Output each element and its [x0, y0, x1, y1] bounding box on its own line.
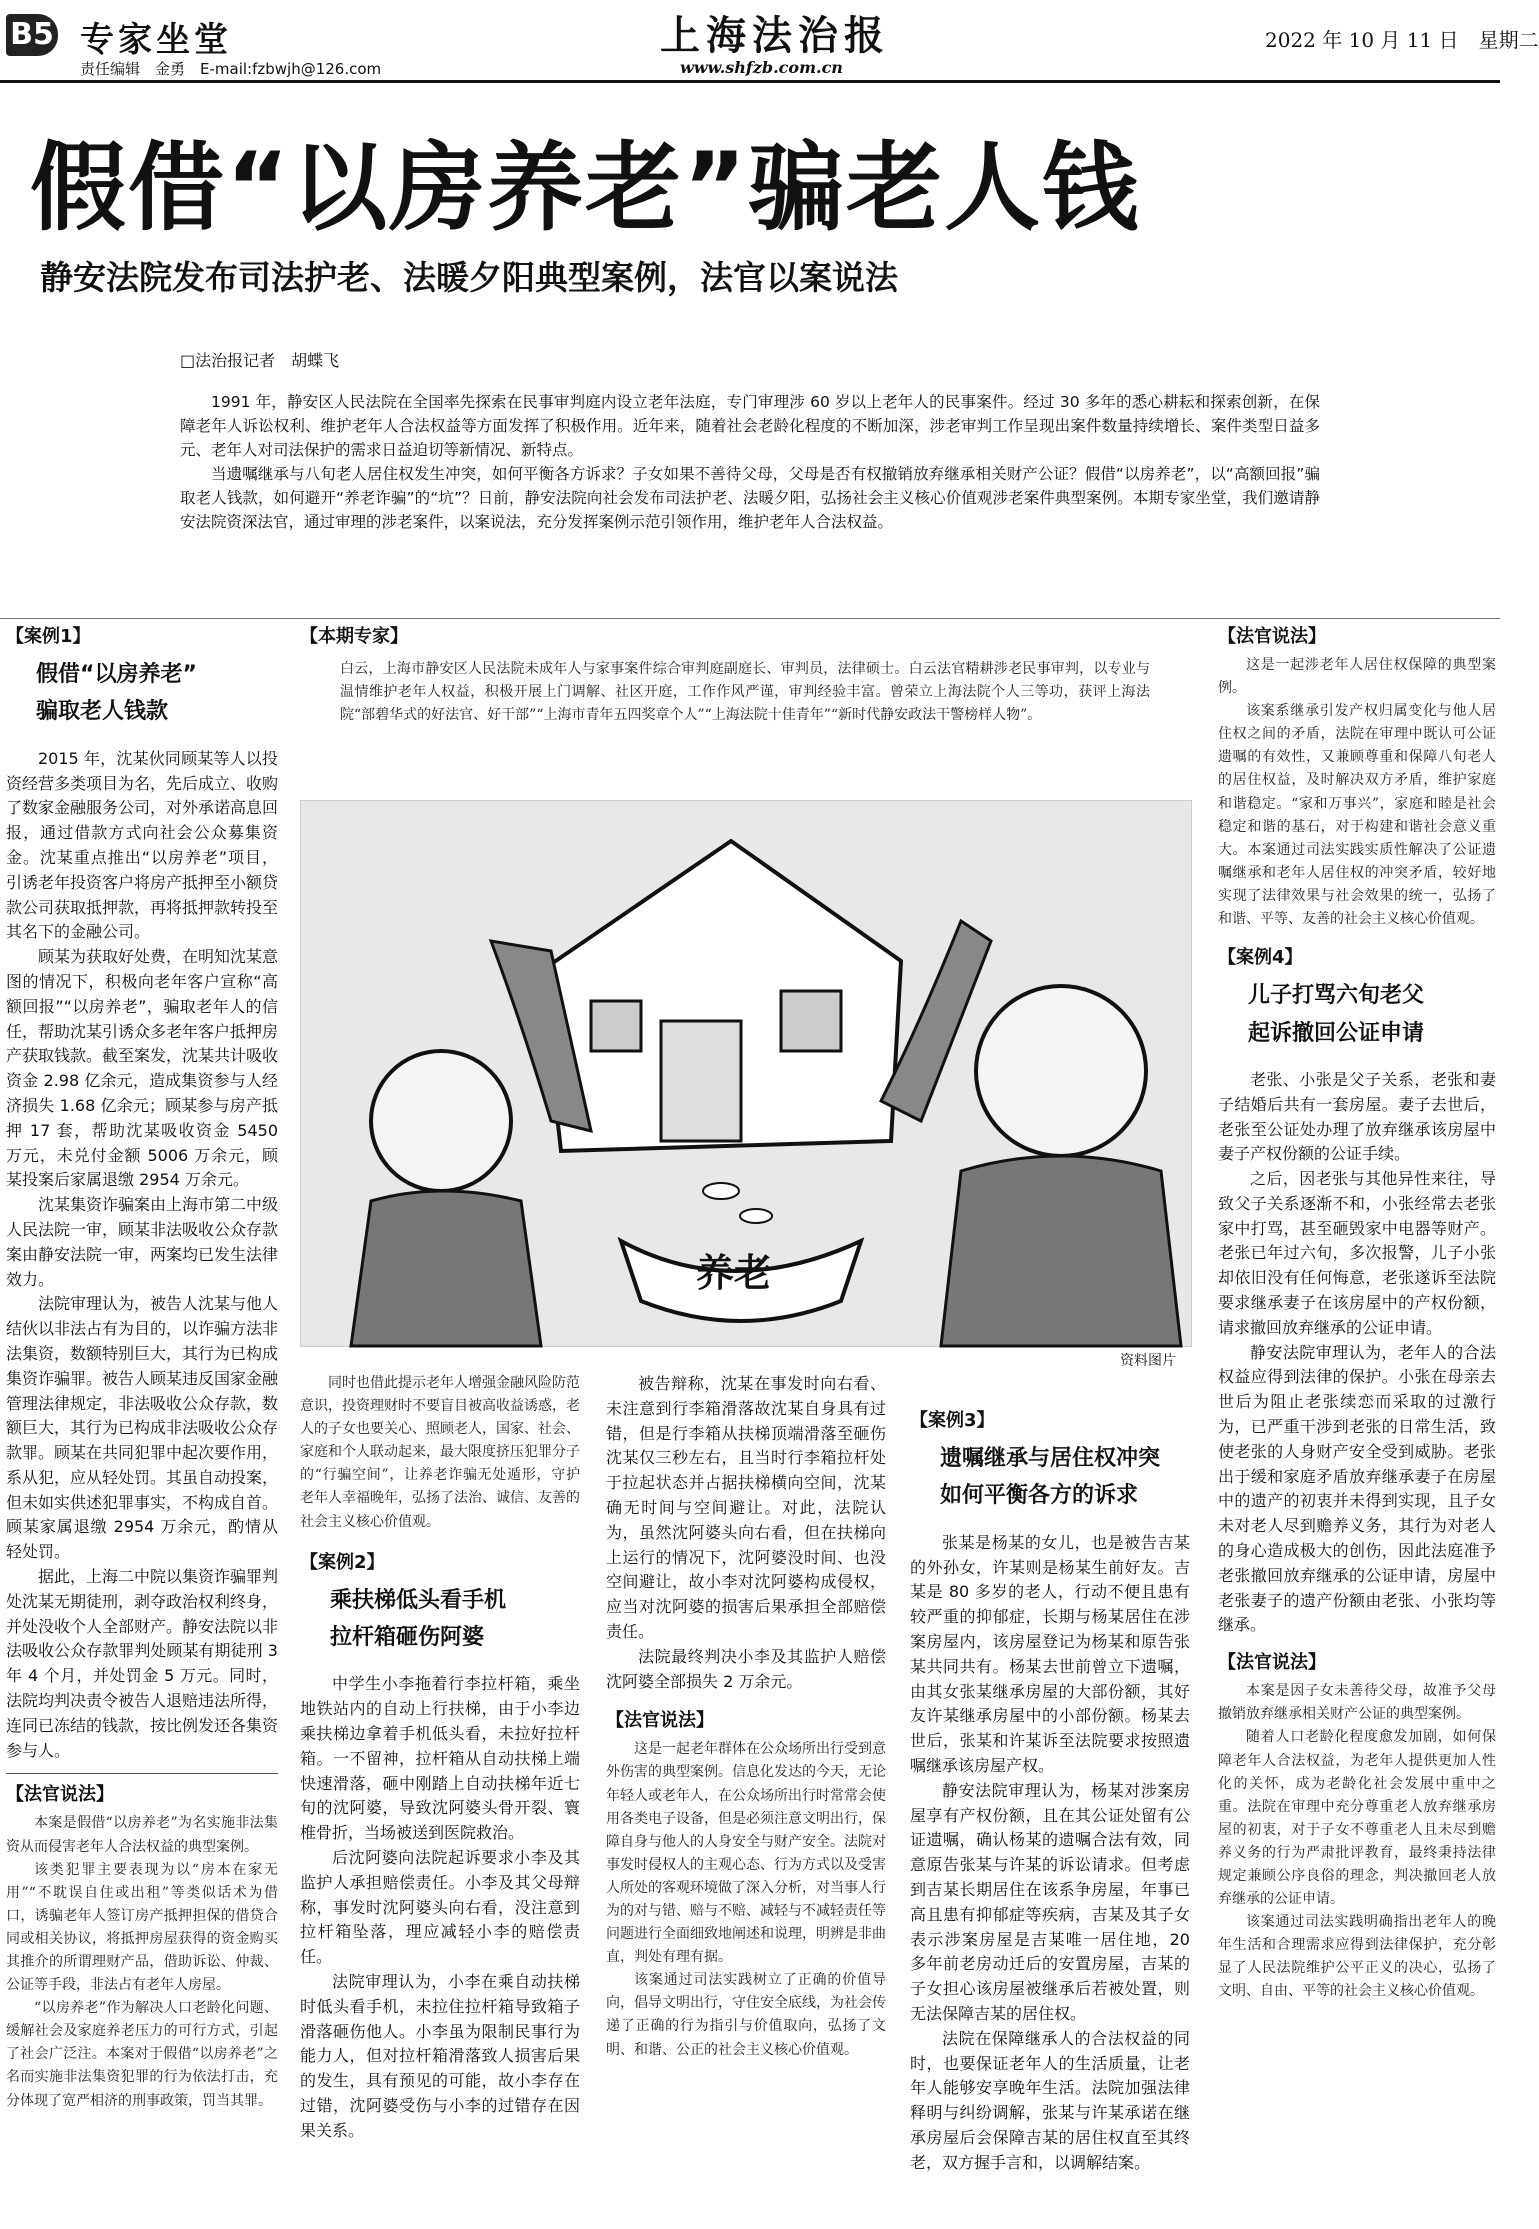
expert-text: 白云，上海市静安区人民法院未成年人与家事案件综合审判庭副庭长、审判员，法律硕士。白云法官精耕涉老民事审判，以专业与温情维护老年人权益，积极开展上门调解、社区开庭，工作作风严谨，审判经验丰富。曾荣立上海法院个人三等功，获评上海法院“部碧华式的好法官、好干部”“上海市青年五四奖章个人”“上海法院十佳青年”“新时代静安政法干警榜样人物”。 [340, 661, 1150, 724]
paragraph: 法院审理认为，小李在乘自动扶梯时低头看手机，未拉住拉杆箱导致箱子滑落砸伤他人。小李虽为限制民事行为能力人，但对拉杆箱滑落致人损害后果的发生，具有预见的可能，故小李存在过错，沈阿婆受伤与小李的过错存在因果关系。 [300, 1972, 580, 2140]
case4-title-line: 起诉撤回公证申请 [1248, 1020, 1425, 1046]
byline: □法治报记者 胡蝶飞 [180, 351, 340, 370]
case3-comment-tag: 【法官说法】 [1218, 626, 1326, 647]
case2-title-line: 乘扶梯低头看手机 [330, 1587, 507, 1613]
case1-title-line: 假借“以房养老” [36, 662, 197, 687]
page-number-badge: B5 [6, 14, 58, 56]
section-name: 专家坐堂 [80, 20, 232, 60]
paragraph: 该案通过司法实践明确指出老年人的晚年生活和合理需求应得到法律保护，充分彰显了人民法院维护公平正义的决心，弘扬了文明、自由、平等的社会主义核心价值观。 [1218, 1914, 1496, 2000]
image-caption: 资料图片 [1120, 1353, 1176, 1369]
paragraph: 沈某集资诈骗案由上海市第二中级人民法院一审，顾某非法吸收公众存款案由静安法院一审，两案均已发生法律效力。 [6, 1195, 279, 1289]
case4-tag: 【案例4】 [1218, 947, 1303, 969]
paragraph: 2015 年，沈某伙同顾某等人以投资经营多类项目为名，先后成立、收购了数家金融服务公司，对外承诺高息回报，通过借款方式向社会公众募集资金。沈某重点推出“以房养老”项目，引诱老年投资客户将房产抵押至小额贷款公司获取抵押款，再将抵押款转投至其名下的金融公司。 [6, 748, 279, 942]
case4-body [1218, 1068, 1496, 1638]
paragraph: 法院审理认为，被告人沈某与他人结伙以非法占有为目的，以诈骗方法非法集资，数额特别巨大，其行为已构成集资诈骗罪。被告人顾某违反国家金融管理法律规定，非法吸收公众存款，数额巨大，其行为已构成非法吸收公众存款罪。顾某在共同犯罪中起次要作用，系从犯，应从轻处罚。其虽自动投案，但未如实供述犯罪事实，不构成自首。顾某家属退缴 2954 万余元，酌情从轻处罚。 [6, 1294, 279, 1562]
paragraph: 中学生小李拖着行李拉杆箱，乘坐地铁站内的自动上行扶梯，由于小李边乘扶梯边拿着手机低头看，未拉好拉杆箱。一不留神，拉杆箱从自动扶梯上端快速滑落，砸中刚踏上自动扶梯年近七旬的沈阿婆，导致沈阿婆头骨开裂、寰椎骨折，当场被送到医院救治。 [300, 1674, 580, 1843]
old-woman-figure [371, 1051, 511, 1191]
paragraph: 本案是假借“以房养老”为名实施非法集资从而侵害老年人合法权益的典型案例。 [6, 1815, 278, 1855]
masthead-rule [0, 80, 1500, 83]
case2-comment [606, 1738, 886, 2061]
paragraph: 老张、小张是父子关系，老张和妻子结婚后共有一套房屋。妻子去世后，老张至公证处办理了放弃继承该房屋中妻子产权份额的公证手续。 [1218, 1069, 1496, 1164]
paragraph: 后沈阿婆向法院起诉要求小李及其监护人承担赔偿责任。小李及其父母辩称，事发时沈阿婆头向右看，没注意到拉杆箱坠落，理应减轻小李的赔偿责任。 [300, 1848, 580, 1967]
case1-title-line: 骗取老人钱款 [36, 699, 169, 725]
expert-box [300, 622, 1190, 782]
column-right [1218, 622, 1496, 2222]
case2-tag: 【案例2】 [300, 1551, 385, 1573]
case1-tag: 【案例1】 [6, 626, 91, 647]
paragraph: 该案通过司法实践树立了正确的价值导向，倡导文明出行，守住安全底线，为社会传递了正确的行为指引与价值取向，弘扬了文明、和谐、公正的社会主义核心价值观。 [606, 1972, 886, 2058]
illustration [300, 800, 1192, 1347]
column-case2-continued [606, 1372, 886, 2222]
case4-title-line: 儿子打骂六旬老父 [1248, 983, 1425, 1009]
divider [0, 618, 1500, 619]
paragraph: 静安法院审理认为，老年人的合法权益应得到法律的保护。小张在母亲去世后为阻止老张续恋而采取的过激行为，已严重干涉到老张的日常生活，致使老张的人身财产安全受到威胁。老张出于缓和家庭矛盾放弃继承妻子在房屋中的遗产的初衷并未得到实现，且子女未对老人尽到赡养义务，其行为对老人的身心造成极大的创伤，因此法庭准予老张撤回放弃继承的公证申请，房屋中老张妻子的遗产份额由老张、小张均等继承。 [1218, 1342, 1496, 1635]
case2-title-line: 拉杆箱砸伤阿婆 [330, 1625, 485, 1651]
case1-comment-tag: 【法官说法】 [6, 1773, 278, 1806]
case2-title [330, 1582, 580, 1657]
case1-comment [6, 1812, 278, 2112]
bowl-text: 养老 [696, 1251, 773, 1295]
expert-tag: 【本期专家】 [300, 626, 408, 647]
paragraph: 被告辩称，沈某在事发时向右看、未注意到行李箱滑落故沈某自身具有过错，但是行李箱从扶梯顶端滑落至砸伤沈某仅三秒左右，且当时行李箱拉杆处于拉起状态并占据扶梯横向空间，沈某确无时间与空间避让。对此，法院认为，虽然沈阿婆头向右看，但在扶梯向上运行的情况下，沈阿婆没时间、也没空间避让，故小李对沈阿婆构成侵权，应当对沈阿婆的损害后果承担全部赔偿责任。 [606, 1374, 886, 1641]
case3-title [940, 1440, 1190, 1515]
case2-body [300, 1672, 580, 2143]
case1-comment-continued [300, 1372, 580, 1534]
paragraph: 该类犯罪主要表现为以“房本在家无用”“不耽误自住或出租”等类似话术为借口，诱骗老年人签订房产抵押担保的借贷合同或相关协议，将抵押房屋获得的资金购买其推介的所谓理财产品，借助诉讼、仲裁、公证等手段，非法占有老年人房屋。 [6, 1861, 278, 1994]
case3-title-line: 遗嘱继承与居住权冲突 [940, 1446, 1161, 1471]
case4-title [1248, 977, 1496, 1052]
case3-title-line: 如何平衡各方的诉求 [940, 1483, 1139, 1509]
newspaper-logo: 上海法治报 [660, 12, 890, 59]
paragraph: 法院最终判决小李及其监护人赔偿沈阿婆全部损失 2 万余元。 [606, 1646, 886, 1691]
newspaper-url: www.shfzb.com.cn [680, 58, 843, 77]
case2-body-continued [606, 1372, 886, 1694]
case3-comment [1218, 654, 1496, 931]
paragraph: 之后，因老张与其他异性来往，导致父子关系逐渐不和，小张经常去老张家中打骂，甚至砸毁家中电器等财产。老张已年过六旬，多次报警，儿子小张却依旧没有任何悔意，老张遂诉至法院要求继承妻子在该房屋中的产权份额，请求撤回放弃继承的公证申请。 [1218, 1169, 1496, 1337]
paragraph: 本案是因子女未善待父母，故准予父母撤销放弃继承相关财产公证的典型案例。 [1218, 1683, 1496, 1723]
paragraph: 同时也借此提示老年人增强金融风险防范意识，投资理财时不要盲目被高收益诱惑，老人的子女也要关心、照顾老人，国家、社会、家庭和个人联动起来，最大限度挤压犯罪分子的“行骗空间”，让养老诈骗无处遁形，守护老年人幸福晚年，弘扬了法治、诚信、友善的社会主义核心价值观。 [300, 1375, 580, 1530]
case2-comment-tag: 【法官说法】 [606, 1710, 714, 1732]
case3-tag: 【案例3】 [910, 1410, 995, 1431]
headline: 假借“以房养老”骗老人钱 [30, 132, 1141, 244]
paragraph: 该案系继承引发产权归属变化与他人居住权之间的矛盾，法院在审理中既认可公证遗嘱的有效性，又兼顾尊重和保障八旬老人的居住权益，及时解决双方矛盾，维护家庭和谐稳定。“家和万事兴”，家庭和睦是社会稳定和谐的基石，对于构建和谐社会意义重大。本案通过司法实践实质性解决了公证遗嘱继承和老年人居住权的冲突矛盾，较好地实现了法律效果与社会效果的统一，弘扬了和谐、平等、友善的社会主义核心价值观。 [1218, 703, 1496, 928]
paragraph: 据此，上海二中院以集资诈骗罪判处沈某无期徒刑，剥夺政治权利终身，并处没收个人全部财产。静安法院以非法吸收公众存款罪判处顾某有期徒刑 3 年 4 个月，并处罚金 5 万元。同时，法院均判决责令被告人退赔违法所得，连同已冻结的钱款，按比例发还各集资参与人。 [6, 1567, 279, 1760]
paragraph: 这是一起老年群体在公众场所出行受到意外伤害的典型案例。信息化发达的今天，无论年轻人或老年人，在公众场所出行时常常会使用各类电子设备，但是必须注意文明出行，保障自身与他人的人身安全与财产安全。法院对事发时侵权人的主观心态、行为方式以及受害人所处的客观环境做了深入分析，对当事人行为的对与错、赔与不赔、减轻与不减轻责任等问题进行全面细致地阐述和说理，明辨是非曲直，判处有理有据。 [606, 1741, 886, 1966]
paragraph: 静安法院审理认为，杨某对涉案房屋享有产权份额，且在其公证处留有公证遗嘱，确认杨某的遗嘱合法有效，同意原告张某与许某的诉讼请求。但考虑到吉某长期居住在该系争房屋，年事已高且患有抑郁症等疾病，吉某及其子女表示涉案房屋是吉某唯一居住地，20 多年前老房动迁后的安置房屋，吉某的子女担心该房屋被继承后若被处置，则无法保障吉某的居住权。 [910, 1780, 1190, 2023]
case4-comment-tag: 【法官说法】 [1218, 1652, 1326, 1674]
old-man-figure [976, 986, 1146, 1156]
subheadline: 静安法院发布司法护老、法暖夕阳典型案例，法官以案说法 [40, 258, 898, 297]
lead-text [180, 390, 1320, 534]
paragraph: 张某是杨某的女儿，也是被告吉某的外孙女，许某则是杨某生前好友。吉某是 80 多岁的老人，行动不便且患有较严重的抑郁症，长期与杨某居住在涉案房屋内，该房屋登记为杨某和原告张某共同共有。杨某去世前曾立下遗嘱，由其女张某继承房屋的大部份额，其好友许某继承房屋中的小部份额。杨某去世后，张某和许某诉至法院要求按照遗嘱继承该房屋产权。 [910, 1532, 1190, 1775]
paragraph: 法院在保障继承人的合法权益的同时，也要保证老年人的生活质量，让老年人能够安享晚年生活。法院加强法律释明与纠纷调解，张某与许某承诺在继承房屋后会保障吉某的居住权直至其终老，双方握手言和，以调解结案。 [910, 2028, 1190, 2172]
case3-body [910, 1531, 1190, 2176]
column-case2 [300, 1372, 580, 2222]
column-case1 [6, 622, 278, 2222]
paragraph: 顾某为获取好处费，在明知沈某意图的情况下，积极向老年客户宣称“高额回报”“以房养老”，骗取老年人的信任，帮助沈某引诱众多老年客户抵押房产获取钱款。截至案发，沈某共计吸收资金 2.98 亿余元，造成集资参与人经济损失 1.68 亿余元；顾某参与房产抵押 17 套，帮助沈某吸收资金 5450 万元，未兑付金额 5006 万余元，顾某投案后家属退缴 2954 万余元。 [6, 947, 279, 1190]
editor-line: 责任编辑 金勇 E-mail:fzbwjh@126.com [80, 60, 382, 78]
lead-paragraph: 当遗嘱继承与八旬老人居住权发生冲突，如何平衡各方诉求？子女如果不善待父母，父母是否有权撤销放弃继承相关财产公证？假借“以房养老”，以“高额回报”骗取老人钱款，如何避开“养老诈骗”的“坑”？日前，静安法院向社会发布司法护老、法暖夕阳，弘扬社会主义核心价值观涉老案件典型案例。本期专家坐堂，我们邀请静安法院资深法官，通过审理的涉老案件，以案说法，充分发挥案例示范引领作用，维护老年人合法权益。 [180, 465, 1320, 532]
dateline: 2022 年 10 月 11 日 星期二 [1265, 28, 1539, 52]
case1-title [36, 656, 278, 731]
column-case3 [910, 1406, 1190, 2222]
paragraph: 这是一起涉老年人居住权保障的典型案例。 [1218, 657, 1496, 697]
case1-body [6, 747, 278, 1764]
paragraph: 随着人口老龄化程度愈发加剧，如何保障老年人合法权益，为老年人提供更加人性化的关怀，成为老龄化社会发展中重中之重。法院在审理中充分尊重老人放弃继承房屋的初衷，对于子女不尊重老人且未尽到赡养义务的行为严肃批评教育，最终秉持法律规定兼顾公序良俗的理念，判决撤回老人放弃继承的公证申请。 [1218, 1729, 1496, 1908]
cartoon-elderly-illustration [301, 801, 1191, 1346]
paragraph: “以房养老”作为解决人口老龄化问题、缓解社会及家庭养老压力的可行方式，引起了社会广泛注。本案对于假借“以房养老”之名而实施非法集资犯罪的行为依法打击，充分体现了宽严相济的刑事政策，罚当其罪。 [6, 2000, 278, 2109]
lead-paragraph: 1991 年，静安区人民法院在全国率先探索在民事审判庭内设立老年法庭，专门审理涉 60 岁以上老年人的民事案件。经过 30 多年的悉心耕耘和探索创新，在保障老年人诉讼权利、维护老年人合法权益等方面发挥了积极作用。近年来，随着社会老龄化程度的不断加深，涉老审判工作呈现出案件数量持续增长、案件类型日益多元、老年人对司法保护的需求日益迫切等新情况、新特点。 [180, 393, 1320, 460]
case4-comment [1218, 1680, 1496, 2003]
